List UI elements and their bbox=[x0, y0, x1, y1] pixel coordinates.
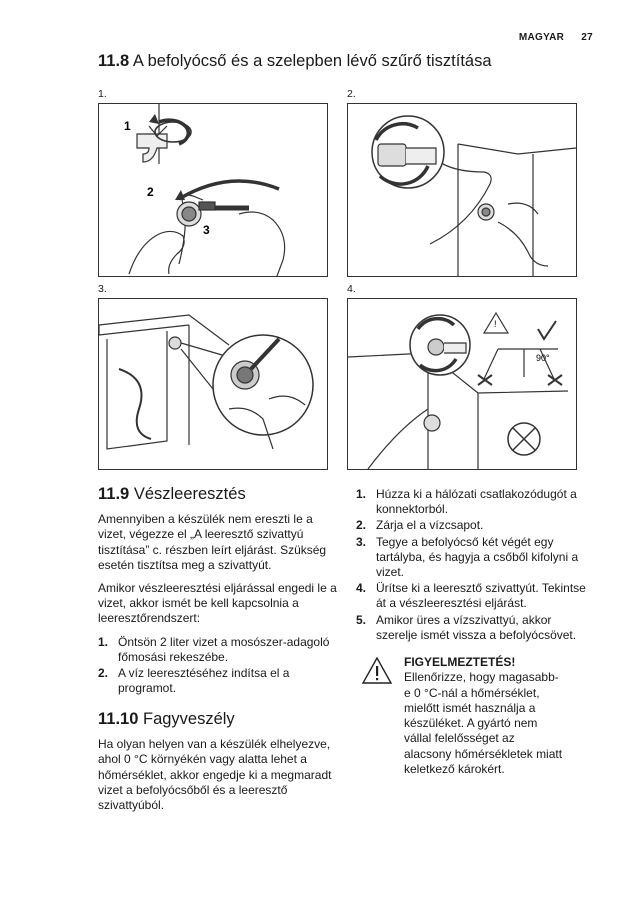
step-number: 5. bbox=[356, 612, 367, 627]
section-11-9 bbox=[98, 487, 338, 697]
figure-3-label: 3. bbox=[98, 283, 107, 295]
section-11-9-step bbox=[98, 635, 338, 665]
right-step bbox=[356, 581, 596, 611]
figure-4-illustration bbox=[348, 299, 576, 469]
step-text: Tegye a befolyócső két végét egy tartályba, és hagyja a csőből kifolyni a vizet. bbox=[376, 534, 579, 580]
figure-1-callout-1: 1 bbox=[124, 119, 131, 133]
right-column-steps-block bbox=[356, 487, 596, 644]
section-11-10-number: 11.10 bbox=[98, 710, 139, 728]
section-11-9-para2: Amikor vészleeresztési eljárással engedi le a vizet, akkor ismét be kell kapcsolnia a leeresztőrendszert: bbox=[98, 581, 337, 626]
section-11-8-heading bbox=[98, 52, 492, 71]
section-11-9-step bbox=[98, 666, 338, 696]
step-number: 4. bbox=[356, 581, 367, 596]
right-step bbox=[356, 487, 596, 517]
step-number: 2. bbox=[98, 666, 109, 681]
warning-title: FIGYELMEZTETÉS! bbox=[404, 655, 516, 669]
figure-3 bbox=[98, 298, 328, 470]
right-column-steps bbox=[356, 487, 596, 643]
figure-2 bbox=[347, 103, 577, 277]
step-text: Zárja el a vízcsapot. bbox=[376, 518, 484, 533]
section-11-9-steps bbox=[98, 635, 338, 697]
warning-text-block bbox=[404, 655, 564, 777]
section-11-8-title: A befolyócső és a szelepben lévő szűrő tisztítása bbox=[132, 52, 492, 70]
figure-2-label: 2. bbox=[347, 88, 356, 100]
page-header bbox=[505, 32, 593, 43]
section-11-10 bbox=[98, 712, 338, 821]
step-text: Öntsön 2 liter vizet a mosószer-adagoló főmosási rekeszébe. bbox=[118, 634, 330, 664]
warning-triangle-icon: ! bbox=[494, 319, 497, 329]
step-text: Húzza ki a hálózati csatlakozódugót a konnektorból. bbox=[376, 487, 577, 517]
step-number: 2. bbox=[356, 518, 367, 533]
step-text: A víz leeresztéséhez indítsa el a programot. bbox=[118, 666, 290, 696]
section-11-8-number: 11.8 bbox=[98, 52, 130, 70]
figure-3-illustration bbox=[99, 299, 327, 469]
warning-icon bbox=[362, 657, 392, 684]
figure-1-illustration bbox=[99, 104, 327, 276]
figure-1-label: 1. bbox=[98, 88, 107, 100]
figure-4 bbox=[347, 298, 577, 470]
section-11-10-heading bbox=[98, 712, 338, 727]
section-11-9-para1: Amennyiben a készülék nem ereszti le a vizet, végezze el „A leeresztő szivattyú tisztítása” c. részben leírt eljárást. Szükség esetén tisztítsa meg a szivattyút. bbox=[98, 512, 327, 572]
figure-1 bbox=[98, 103, 328, 277]
figure-4-angle-label: 90° bbox=[536, 353, 550, 363]
figure-1-callout-3: 3 bbox=[203, 223, 210, 237]
figure-2-illustration bbox=[348, 104, 576, 276]
step-text: Ürítse ki a leeresztő szivattyút. Tekintse át a vészleeresztési eljárást. bbox=[376, 581, 586, 611]
section-11-9-number: 11.9 bbox=[98, 485, 130, 503]
step-number: 3. bbox=[356, 534, 367, 549]
step-text: Amikor üres a vízszivattyú, akkor szerelje ismét vissza a befolyócsövet. bbox=[376, 612, 577, 642]
section-11-10-title: Fagyveszély bbox=[142, 710, 235, 728]
section-11-9-title: Vészleeresztés bbox=[133, 485, 246, 503]
section-11-9-heading bbox=[98, 487, 338, 502]
warning-text: Ellenőrizze, hogy magasabb-e 0 °C-nál a hőmérséklet, mielőtt ismét használja a készüléket. A gyártó nem vállal felelősséget az alacsony hőmérsékletek miatt keletkező károkért. bbox=[404, 670, 563, 777]
figure-1-callout-2: 2 bbox=[147, 185, 154, 199]
header-page-number: 27 bbox=[581, 32, 593, 43]
right-step bbox=[356, 613, 596, 643]
section-11-10-para: Ha olyan helyen van a készülék elhelyezve, ahol 0 °C környékén vagy alatta lehet a hőmérséklet, akkor engedje ki a megmaradt vizet a befolyócsőből és a leeresztő szivattyúból. bbox=[98, 737, 332, 813]
step-number: 1. bbox=[98, 634, 109, 649]
right-step bbox=[356, 535, 596, 581]
figure-4-label: 4. bbox=[347, 283, 356, 295]
header-language: MAGYAR bbox=[518, 32, 565, 43]
step-number: 1. bbox=[356, 487, 367, 501]
right-step bbox=[356, 518, 596, 533]
